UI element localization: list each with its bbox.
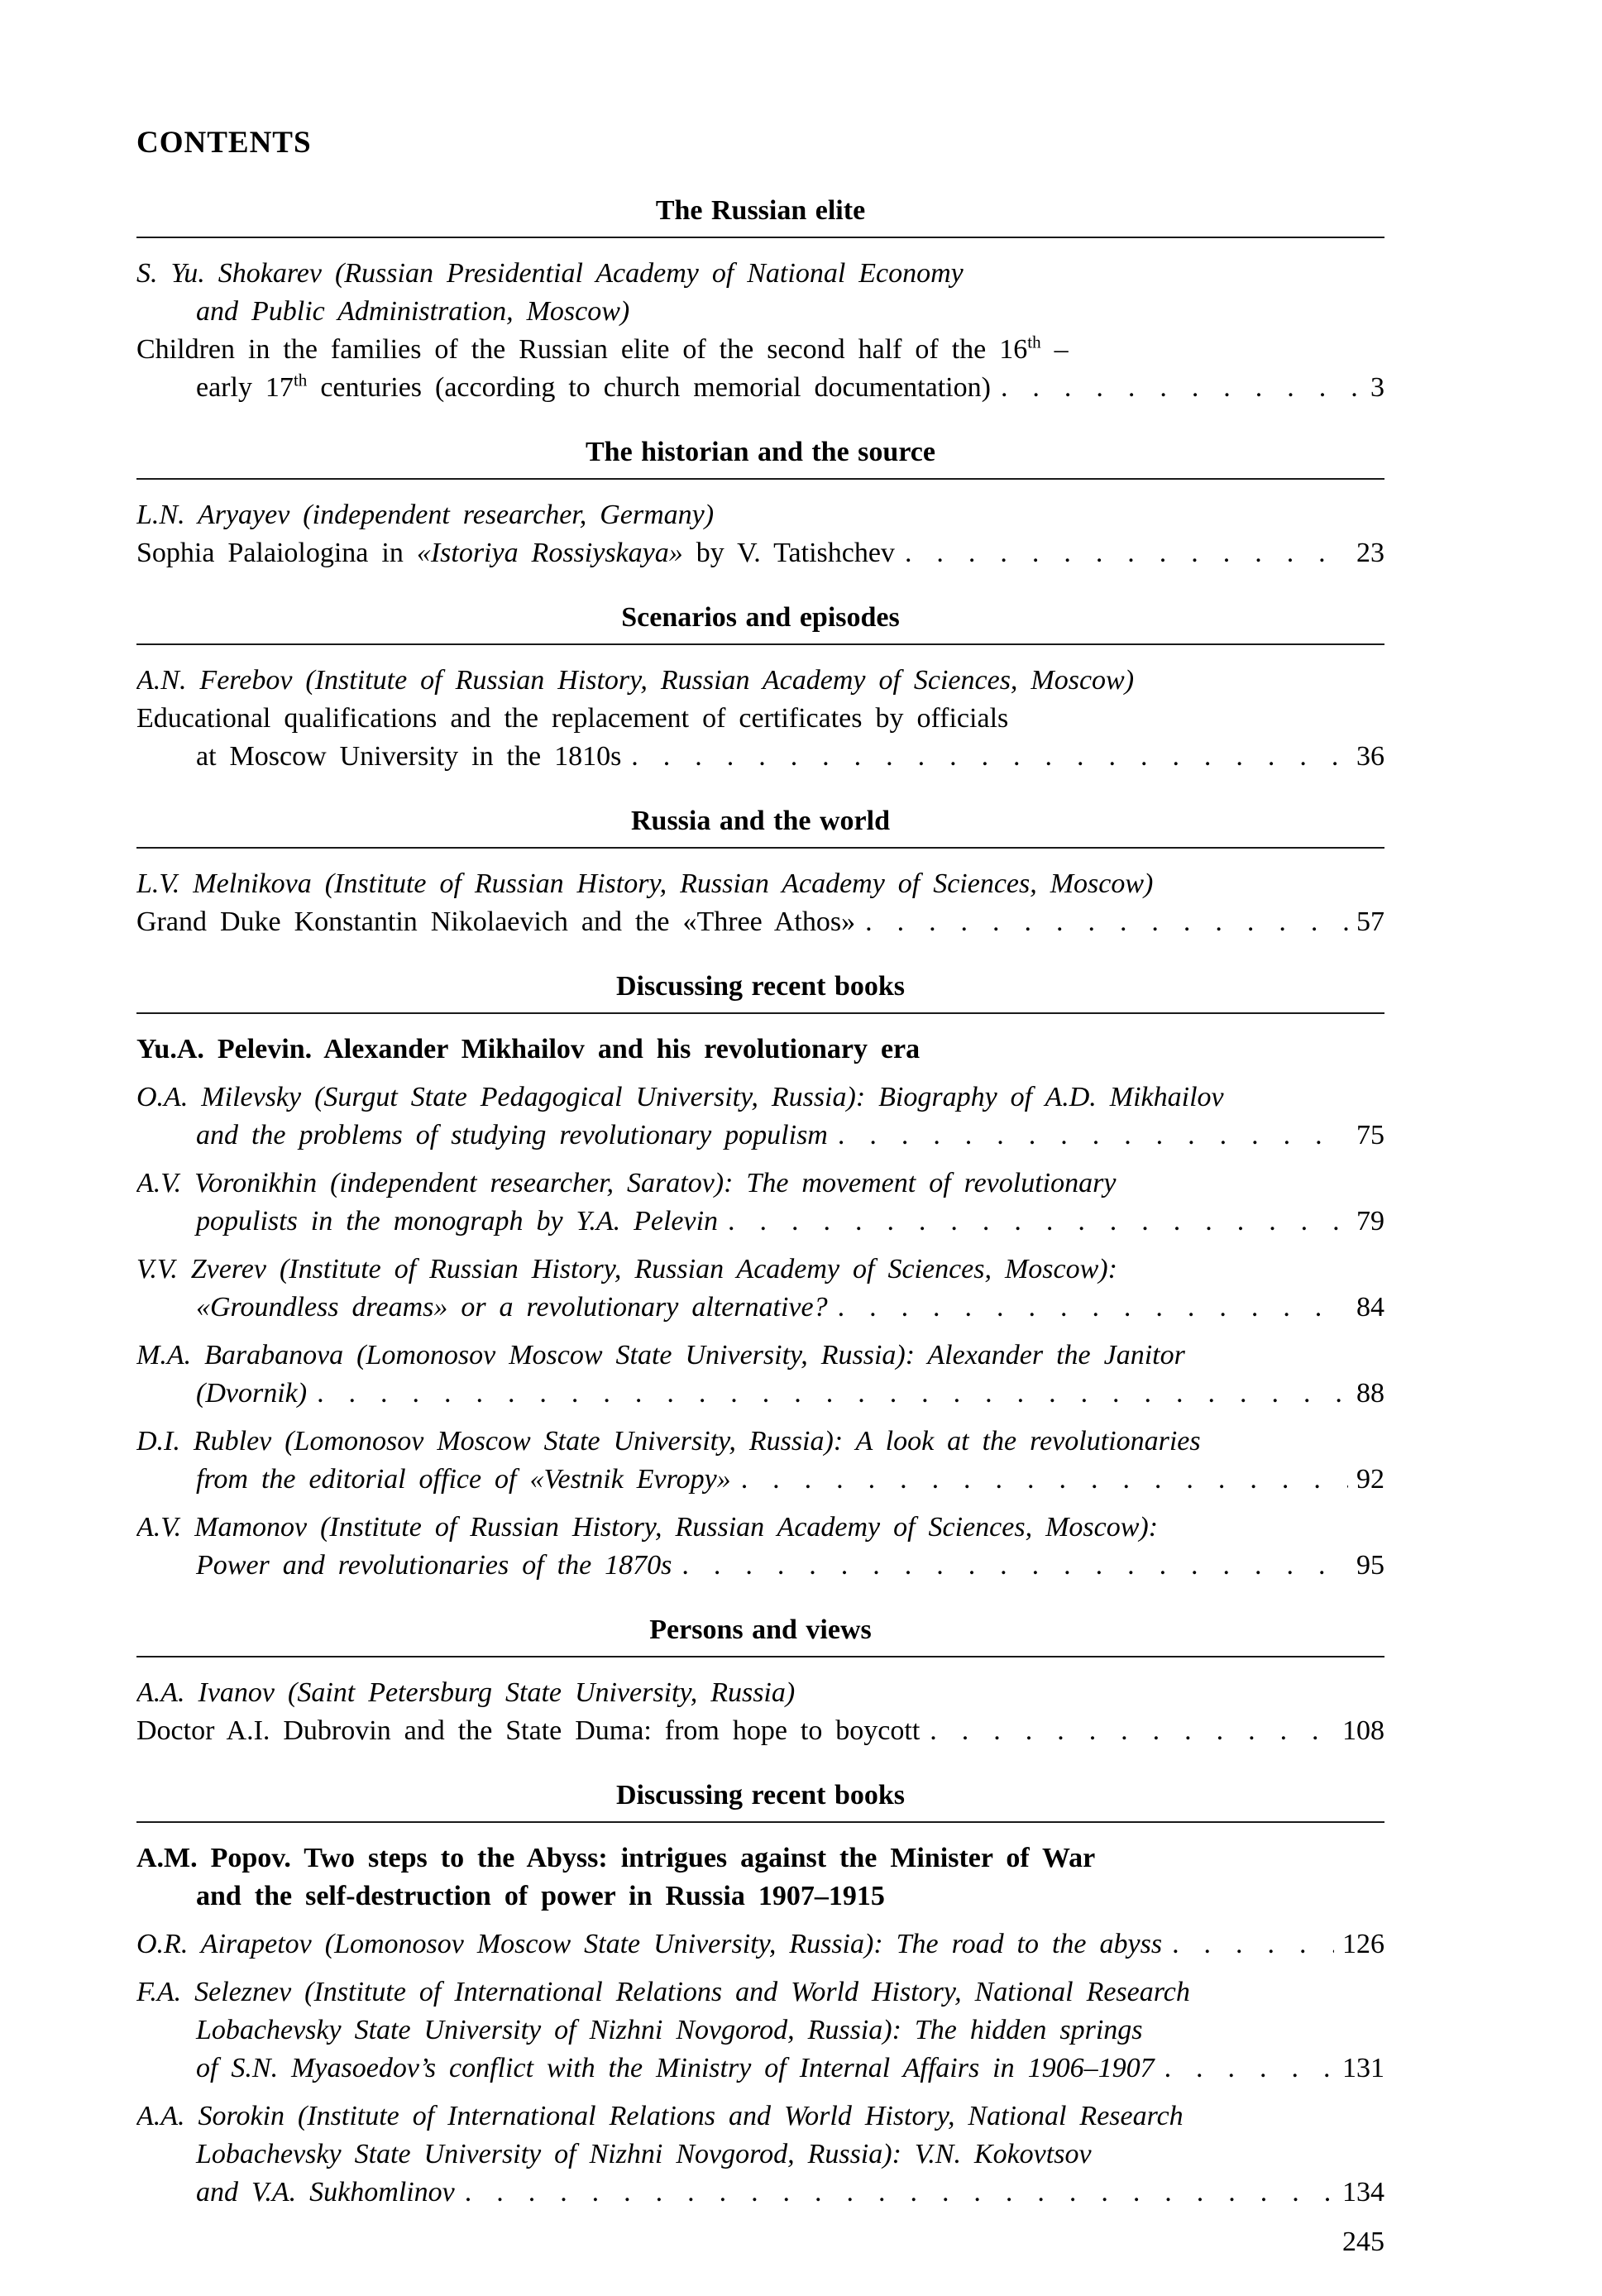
line-text bbox=[136, 1254, 1117, 1284]
text-segment: and the self-destruction of power in Russia 1907–1915 bbox=[196, 1881, 885, 1911]
line-text bbox=[136, 500, 714, 530]
line-text bbox=[196, 1203, 718, 1241]
text-segment: A.V. Voronikhin (independent researcher, Saratov): The movement of revolutionary bbox=[136, 1168, 1117, 1198]
text-segment: centuries (according to church memorial documentation) bbox=[307, 372, 991, 403]
toc-line bbox=[136, 700, 1384, 738]
toc-line bbox=[136, 738, 1384, 776]
toc-section bbox=[136, 1611, 1384, 1750]
toc-line bbox=[136, 1839, 1384, 1877]
line-text bbox=[196, 2015, 1143, 2045]
line-text bbox=[196, 369, 991, 407]
toc-line bbox=[136, 534, 1384, 572]
section-heading: Persons and views bbox=[136, 1611, 1384, 1657]
text-segment: «Istoriya Rossiyskaya» bbox=[416, 538, 683, 568]
line-text bbox=[136, 1512, 1158, 1543]
text-segment: A.N. Ferebov (Institute of Russian History, Russian Academy of Sciences, Moscow) bbox=[136, 665, 1135, 696]
line-text bbox=[136, 334, 1069, 365]
text-segment: A.A. Sorokin (Institute of International Relations and World History, National Research bbox=[136, 2101, 1184, 2131]
toc-line bbox=[136, 1375, 1384, 1413]
toc-line bbox=[136, 1461, 1384, 1499]
toc-line bbox=[136, 1079, 1384, 1117]
dot-leader bbox=[741, 1461, 1348, 1499]
toc-line bbox=[136, 293, 1384, 331]
toc-line bbox=[136, 1031, 1384, 1069]
section-heading: Russia and the world bbox=[136, 802, 1384, 849]
toc-entry bbox=[136, 865, 1384, 941]
line-text bbox=[136, 1977, 1190, 2007]
line-text bbox=[136, 1925, 1162, 1964]
text-segment: th bbox=[1027, 332, 1041, 352]
line-text bbox=[196, 1117, 828, 1155]
text-segment: A.M. Popov. Two steps to the Abyss: intrigues against the Minister of War bbox=[136, 1843, 1096, 1873]
line-text bbox=[136, 1082, 1224, 1112]
toc-line bbox=[136, 1712, 1384, 1750]
text-segment: Educational qualifications and the replacement of certificates by officials bbox=[136, 703, 1009, 734]
toc-line bbox=[136, 1973, 1384, 2011]
line-text bbox=[196, 2174, 455, 2212]
line-text bbox=[136, 1168, 1116, 1198]
line-text bbox=[136, 665, 1134, 696]
toc-entry bbox=[136, 255, 1384, 407]
line-text bbox=[136, 1426, 1201, 1457]
line-text bbox=[136, 868, 1153, 899]
line-text bbox=[136, 903, 855, 941]
text-segment: F.A. Seleznev (Institute of International Relations and World History, National Research bbox=[136, 1977, 1190, 2007]
toc-line bbox=[136, 2136, 1384, 2174]
line-text bbox=[196, 1881, 885, 1911]
toc-entry bbox=[136, 1337, 1384, 1413]
text-segment: by V. Tatishchev bbox=[682, 538, 895, 568]
section-heading: Scenarios and episodes bbox=[136, 599, 1384, 645]
text-segment: Sophia Palaiologina in bbox=[136, 538, 417, 568]
line-text bbox=[196, 1547, 672, 1585]
entry-page-number: 134 bbox=[1342, 2177, 1384, 2208]
toc-section bbox=[136, 599, 1384, 776]
line-text bbox=[196, 2050, 1155, 2088]
entry-page-number: 36 bbox=[1356, 741, 1384, 772]
dot-leader bbox=[930, 1712, 1334, 1750]
dot-leader bbox=[1164, 2050, 1334, 2088]
text-segment: populists in the monograph by Y.A. Pelevin bbox=[196, 1206, 719, 1236]
text-segment: and V.A. Sukhomlinov bbox=[196, 2177, 455, 2208]
toc-entry bbox=[136, 496, 1384, 572]
dot-leader bbox=[631, 738, 1348, 776]
dot-leader bbox=[681, 1547, 1348, 1585]
toc-line bbox=[136, 369, 1384, 407]
toc-line bbox=[136, 1423, 1384, 1461]
dot-leader bbox=[465, 2174, 1334, 2212]
toc-line bbox=[136, 1674, 1384, 1712]
line-text bbox=[136, 703, 1008, 734]
entry-page-number: 131 bbox=[1342, 2053, 1384, 2083]
toc-line bbox=[136, 1509, 1384, 1547]
entry-page-number: 57 bbox=[1356, 906, 1384, 937]
text-segment: M.A. Barabanova (Lomonosov Moscow State University, Russia): Alexander the Janitor bbox=[136, 1340, 1185, 1370]
entry-page-number: 95 bbox=[1356, 1550, 1384, 1581]
line-text bbox=[136, 534, 895, 572]
sections-container bbox=[136, 192, 1384, 2212]
toc-line bbox=[136, 2050, 1384, 2088]
page-title: CONTENTS bbox=[136, 126, 312, 160]
text-segment: L.N. Aryayev (independent researcher, Germany) bbox=[136, 500, 715, 530]
line-text bbox=[136, 2101, 1184, 2131]
section-heading: The Russian elite bbox=[136, 192, 1384, 238]
toc-line bbox=[136, 2174, 1384, 2212]
text-segment: (Dvornik) bbox=[196, 1378, 308, 1409]
toc-entry bbox=[136, 2097, 1384, 2212]
toc-entry bbox=[136, 1509, 1384, 1585]
toc-line bbox=[136, 255, 1384, 293]
line-text bbox=[196, 1289, 828, 1327]
dot-leader bbox=[317, 1375, 1348, 1413]
toc-entry bbox=[136, 1165, 1384, 1241]
toc-line bbox=[136, 1289, 1384, 1327]
text-segment: A.V. Mamonov (Institute of Russian History, Russian Academy of Sciences, Moscow): bbox=[136, 1512, 1159, 1543]
line-text bbox=[196, 2139, 1092, 2169]
toc-line bbox=[136, 1877, 1384, 1916]
toc-section bbox=[136, 1777, 1384, 2212]
entry-page-number: 88 bbox=[1356, 1378, 1384, 1409]
line-text bbox=[136, 1843, 1095, 1873]
toc-section bbox=[136, 192, 1384, 407]
toc-line bbox=[136, 662, 1384, 700]
text-segment: V.V. Zverev (Institute of Russian History, Russian Academy of Sciences, Moscow): bbox=[136, 1254, 1117, 1284]
entry-page-number: 92 bbox=[1356, 1464, 1384, 1495]
toc-entry bbox=[136, 1423, 1384, 1499]
toc-line bbox=[136, 2097, 1384, 2136]
text-segment: early 17 bbox=[196, 372, 294, 403]
dot-leader bbox=[1001, 369, 1362, 407]
toc-line bbox=[136, 1203, 1384, 1241]
text-segment: Lobachevsky State University of Nizhni Novgorod, Russia): V.N. Kokovtsov bbox=[196, 2139, 1092, 2169]
text-segment: at Moscow University in the 1810s bbox=[196, 741, 622, 772]
toc-line bbox=[136, 331, 1384, 369]
text-segment: L.V. Melnikova (Institute of Russian History, Russian Academy of Sciences, Moscow) bbox=[136, 868, 1154, 899]
dot-leader bbox=[728, 1203, 1348, 1241]
text-segment: Grand Duke Konstantin Nikolaevich and the «Three Athos» bbox=[136, 906, 856, 937]
toc-entry bbox=[136, 1031, 1384, 1069]
toc-line bbox=[136, 903, 1384, 941]
text-segment: O.R. Airapetov (Lomonosov Moscow State University, Russia): The road to the abyss bbox=[136, 1929, 1163, 1959]
entry-page-number: 3 bbox=[1370, 372, 1384, 403]
toc-entry bbox=[136, 1674, 1384, 1750]
line-text bbox=[196, 296, 629, 327]
text-segment: Children in the families of the Russian elite of the second half of the 16 bbox=[136, 334, 1028, 365]
text-segment: from the editorial office of «Vestnik Evropy» bbox=[196, 1464, 731, 1495]
toc-line bbox=[136, 2011, 1384, 2050]
toc-line bbox=[136, 865, 1384, 903]
line-text bbox=[196, 738, 621, 776]
line-text bbox=[136, 1712, 920, 1750]
line-text bbox=[136, 1034, 920, 1064]
text-segment: Doctor A.I. Dubrovin and the State Duma: from hope to boycott bbox=[136, 1715, 921, 1746]
text-segment: and Public Administration, Moscow) bbox=[196, 296, 630, 327]
line-text bbox=[136, 1677, 795, 1708]
toc-entry bbox=[136, 1079, 1384, 1155]
text-segment: th bbox=[293, 370, 308, 390]
entry-page-number: 126 bbox=[1342, 1929, 1384, 1959]
toc-entry bbox=[136, 1973, 1384, 2088]
toc-entry bbox=[136, 1925, 1384, 1964]
entry-page-number: 108 bbox=[1342, 1715, 1384, 1746]
toc-line bbox=[136, 1251, 1384, 1289]
toc-line bbox=[136, 496, 1384, 534]
text-segment: O.A. Milevsky (Surgut State Pedagogical University, Russia): Biography of A.D. Mikhailov bbox=[136, 1082, 1224, 1112]
dot-leader bbox=[838, 1289, 1348, 1327]
dot-leader bbox=[1172, 1925, 1334, 1964]
section-heading: Discussing recent books bbox=[136, 968, 1384, 1014]
line-text bbox=[136, 1340, 1185, 1370]
dot-leader bbox=[865, 903, 1348, 941]
toc-line bbox=[136, 1337, 1384, 1375]
text-segment: Lobachevsky State University of Nizhni Novgorod, Russia): The hidden springs bbox=[196, 2015, 1143, 2045]
toc-line bbox=[136, 1165, 1384, 1203]
line-text bbox=[196, 1461, 731, 1499]
entry-page-number: 79 bbox=[1356, 1206, 1384, 1236]
text-segment: of S.N. Myasoedov’s conflict with the Ministry of Internal Affairs in 1906–1907 bbox=[196, 2053, 1155, 2083]
text-segment: – bbox=[1040, 334, 1069, 365]
text-segment: Yu.A. Pelevin. Alexander Mikhailov and his revolutionary era bbox=[136, 1034, 921, 1064]
entry-page-number: 23 bbox=[1356, 538, 1384, 568]
toc-entry bbox=[136, 662, 1384, 776]
toc-section bbox=[136, 968, 1384, 1585]
text-segment: S. Yu. Shokarev (Russian Presidential Academy of National Economy bbox=[136, 258, 964, 289]
section-heading: The historian and the source bbox=[136, 433, 1384, 480]
toc-entry bbox=[136, 1839, 1384, 1916]
text-segment: Power and revolutionaries of the 1870s bbox=[196, 1550, 672, 1581]
dot-leader bbox=[838, 1117, 1348, 1155]
dot-leader bbox=[905, 534, 1348, 572]
toc-line bbox=[136, 1547, 1384, 1585]
section-heading: Discussing recent books bbox=[136, 1777, 1384, 1823]
text-segment: D.I. Rublev (Lomonosov Moscow State University, Russia): A look at the revolutionaries bbox=[136, 1426, 1201, 1457]
toc-line bbox=[136, 1925, 1384, 1964]
text-segment: A.A. Ivanov (Saint Petersburg State University, Russia) bbox=[136, 1677, 796, 1708]
line-text bbox=[136, 258, 964, 289]
line-text bbox=[196, 1375, 307, 1413]
toc-entry bbox=[136, 1251, 1384, 1327]
entry-page-number: 75 bbox=[1356, 1120, 1384, 1150]
text-segment: «Groundless dreams» or a revolutionary alternative? bbox=[196, 1292, 828, 1323]
toc-section bbox=[136, 802, 1384, 941]
toc-section bbox=[136, 433, 1384, 572]
entry-page-number: 84 bbox=[1356, 1292, 1384, 1323]
text-segment: and the problems of studying revolutionary populism bbox=[196, 1120, 828, 1150]
page-number: 245 bbox=[1342, 2227, 1384, 2257]
toc-line bbox=[136, 1117, 1384, 1155]
